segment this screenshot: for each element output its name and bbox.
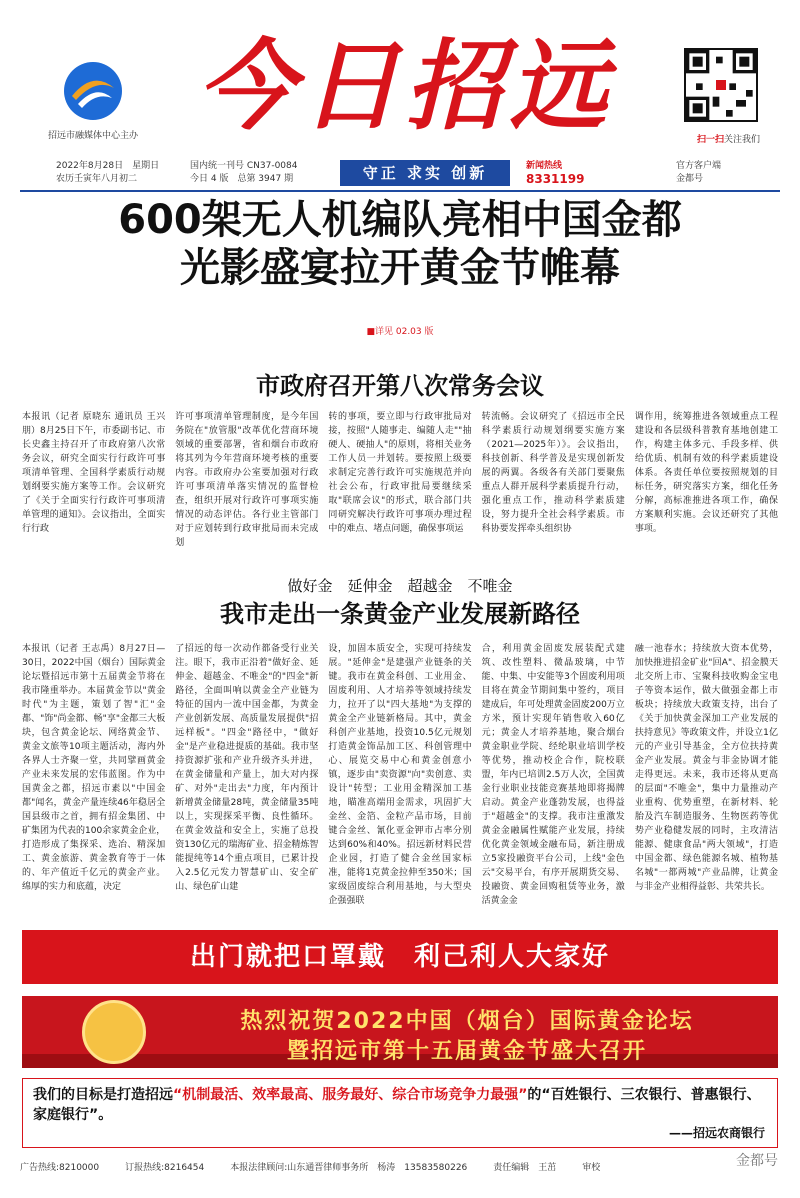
article1-column: 转的事项，要立即与行政审批局对接，按照"人随事走、编随人走""抽硬人、硬抽人"的原则，将相关业务工作人员一并划转。要按照上级要求制定完善行政许可实施规范并向社会公布，行政审批局要继续采取"联席会议"的形式，联合部门共同研究解决行政许可事项办理过程中的难点、堵点问题，确保事项运 <box>328 412 472 534</box>
forum-banner-line1: 热烈祝贺2022中国（烟台）国际黄金论坛 <box>240 1009 694 1034</box>
article1-column: 许可事项清单管理制度，是今年国务院在"放管服"改革优化营商环境领域的重要部署，省和烟台市政府将其列为今年营商环境考核的重要内容。市政府办公室要加强对行政许可事项清单落实情况的监督检查，组织开展对行政许可事项实施情况的动态评估。各行业主管部门对于应划转到行政审批局而未完成划 <box>175 412 319 548</box>
media-center-logo-icon <box>62 60 124 122</box>
page-count: 今日 4 版 总第 3947 期 <box>190 174 294 184</box>
article2-column: 了招远的每一次动作都备受行业关注。眼下，我市正沿着"做好金、延伸金、超越金、不唯金"的"四金"新路径，全面叫响以黄金全产业链为特征的国内一流中国金都，为黄金产业创新发展、高质量发展提供"招远样板"。"四金"路径中，"做好金"是产业稳进提质的基础。我市坚持资源扩张和产业升级齐头并进，在黄金储量和产量上，加大对内探矿、对外"走出去"力度，年内预计新增黄金储量28吨，黄金储量35吨以上，实现探采平衡、良性循环。在黄金效益和安全上，实施了总投资130亿元的瑞海矿业、招金精炼智能提纯等14个重点项目，已累计投入2.5亿元发力智慧矿山、安全矿山、绿色矿山建 <box>175 644 319 892</box>
mask-psa-banner: 出门就把口罩戴 利己利人大家好 <box>22 930 778 984</box>
article1-column: 转流畅。会议研究了《招远市全民科学素质行动规划纲要实施方案（2021—2025年）》。会议指出，科技创新、科学普及是实现创新发展的两翼。各级各有关部门要聚焦重点人群开展科学素质提升行动，强化重点工作，推动科学素质建设，努力提升全社会科学素质。市科协要发挥牵头组织协 <box>481 412 625 534</box>
footer <box>20 1160 780 1173</box>
review-label: 审校 <box>582 1163 601 1173</box>
page-reference: ■详见 02.03 版 <box>366 327 434 337</box>
qr-code-icon <box>684 48 758 122</box>
bank-advert <box>22 1078 778 1148</box>
article2-column: 本报讯（记者 王志禹）8月27日—30日，2022中国（烟台）国际黄金论坛暨招远市第十五届黄金节将在我市隆重举办。本届黄金节以"黄金时代"为主题，策划了智"汇"金都、"饰"尚金都、畅"享"金都三大板块，包含黄金论坛、网络黄金节、黄金文旅等10项主题活动，海内外各界人士齐聚一堂，共同擘画黄金产业未来发展的宏伟蓝图。作为中国黄金之都，招远市素以"中国金都"闻名，黄金产量连续46年稳居全国县级市之首，拥有招金集团、中矿集团为代表的100余家黄金企业，打造形成了集探采、选冶、精深加工、黄金旅游、黄金教育等于一体的、年产值近千亿元的黄金产业。绵厚的实力和底蕴，决定 <box>22 644 166 892</box>
slogan-badge: 守正 求实 创新 <box>340 160 510 186</box>
article2-column: 融一池春水；持续放大资本优势，加快推进招金矿业"回A"、招金膜天北交所上市、宝聚科技收购金宝电子等资本运作，做大做强金都上市板块；持续放大政策支持，出台了《关于加快黄金深加工产业发展的扶持意见》等政策文件，并设立1亿元的产业引导基金，全方位扶持黄金产业发展。黄金与非金协调才能走得更远。未来，我市还将从更高的层面"不唯金"，集中力量推动产业重构、优势重塑，在新材料、轮胎及汽车制造服务、生物医药等优势产业稳健发展的同时，主攻清洁能源、健康食品"两大领域"，打造中国金都、绿色能源名城、植物基名城"一都两城"产业品牌，让黄金与非金产业相得益彰、共荣共长。 <box>634 644 779 892</box>
masthead-divider <box>20 190 780 192</box>
watermark: 金都号 <box>736 1153 778 1169</box>
ad-hotline: 广告热线:8210000 <box>20 1163 100 1173</box>
info-bar <box>20 160 780 190</box>
hotline-label: 新闻热线 <box>526 161 563 171</box>
publisher-label: 招远市融媒体中心主办 <box>48 131 139 141</box>
article2-column: 设，加固本质安全，实现可持续发展。"延伸金"是建强产业链条的关键。我市在黄金科创、工业用金、固废利用、人才培养等领域持续发力，拉开了以"四大基地"为支撑的黄金全产业链新格局。其中，黄金科创产业基地，投资10.5亿元规划打造黄金饰品加工区、科创管理中心、展览交易中心和黄金创意小镇，逐步由"卖资源"向"卖创意、卖设计"转型；工业用金精深加工基地，瞄准高端用金需求，巩固扩大金丝、金箔、金粒产品市场，目前键合金丝、氰化亚金钾市占率分别达到60%和40%。招远新材料民营企业园，打造了健合金丝国家标准，能将1克黄金拉伸至350米；国家级固废综合利用基地，与大型央企强强联 <box>328 644 472 906</box>
article2-column: 合，利用黄金固废发展装配式建筑、改性塑料、微晶玻璃，中节能、中集、中安能等3个固废利用项目将在黄金节期间集中签约，项目建成后，年可处理黄金固废200万立方米，预计实现年销售收入60亿元；黄金人才培养基地，聚合烟台黄金职业学院、经纶职业培训学校等优势，推动校企合作，院校联盟，年内已培训2.5万人次，全国黄金行业职业技能竞赛基地即将揭牌启动。黄金产业蓬勃发展，也得益于"超越金"的支撑。我市注重激发黄金金融属性赋能产业发展，持续优化黄金领域金融布局，新注册成立5家投融资平台公司，上线"金色云"交易平台，有序开展期货交易、投融资、黄金回购租赁等业务，激活黄金金 <box>481 644 625 906</box>
bank-slogan-quote: “机制最活、效率最高、服务最好、综合市场竞争力最强” <box>173 1087 528 1103</box>
news-hotline <box>526 160 584 186</box>
issn: 国内统一刊号 CN37-0084 <box>190 161 298 171</box>
bank-slogan-prefix: 我们的目标是打造招远 <box>33 1087 173 1103</box>
lunar-date: 农历壬寅年八月初二 <box>56 174 138 184</box>
qr-caption-suffix: 关注我们 <box>723 135 760 145</box>
article2-body <box>22 642 778 924</box>
masthead <box>20 18 780 156</box>
qr-caption <box>697 132 760 145</box>
bank-slogan-suffix: 的“百姓银行、三农银行、普惠银行、家庭银行”。 <box>33 1087 761 1123</box>
bank-signature: ——招远农商银行 <box>668 1126 765 1140</box>
issue-date: 2022年8月28日 星期日 <box>56 161 160 171</box>
article2-kicker: 做好金 延伸金 超越金 不唯金 <box>287 577 513 595</box>
article1-body <box>22 410 778 576</box>
article1-column: 本报讯（记者 原晓东 通讯员 王兴朋）8月25日下午，市委副书记、市长史鑫主持召开了市政府第八次常务会议，研究全面实行行政许可事项清单管理、全国科学素质行动规划纲要实施方案等工作。会议研究了《关于全面实行行政许可事项清单管理的通知》。会议指出，全面实行行政 <box>22 412 166 534</box>
lead-headline <box>20 196 780 292</box>
article1-column: 调作用，统筹推进各领域重点工程建设和各层级科普教育基地创建工作，构建主体多元、手段多样、供给优质、机制有效的科学素质建设体系。各责任单位要按照规划的目标任务，研究落实方案，细化任务分解，高标准推进各项工作，确保方案顺利实施。会议还研究了其他事项。 <box>634 412 779 534</box>
headline-line1: 600架无人机编队亮相中国金都 <box>118 197 682 243</box>
bank-slogan <box>33 1085 769 1125</box>
newspaper-title: 今日招远 <box>196 29 613 144</box>
mascot-icon <box>82 1000 146 1064</box>
gold-forum-banner <box>22 996 778 1068</box>
article2-title: 我市走出一条黄金产业发展新路径 <box>220 600 580 628</box>
article1-title: 市政府召开第八次常务会议 <box>256 372 544 400</box>
legal-counsel: 本报法律顾问:山东通晋律师事务所 杨涛 13583580226 <box>230 1163 468 1173</box>
headline-line2: 光影盛宴拉开黄金节帷幕 <box>180 245 620 291</box>
official-client-label: 官方客户端 <box>676 161 722 171</box>
date-block <box>56 160 159 186</box>
client-block <box>676 160 721 186</box>
issue-block <box>190 160 297 186</box>
subscription-hotline: 订报热线:8216454 <box>125 1163 205 1173</box>
hotline-number: 8331199 <box>526 172 585 186</box>
forum-banner-line2: 暨招远市第十五届黄金节盛大召开 <box>286 1039 647 1064</box>
qr-caption-prefix: 扫一扫 <box>696 135 724 145</box>
client-name: 金都号 <box>676 174 704 184</box>
responsible-editor: 责任编辑 王茁 <box>493 1163 557 1173</box>
